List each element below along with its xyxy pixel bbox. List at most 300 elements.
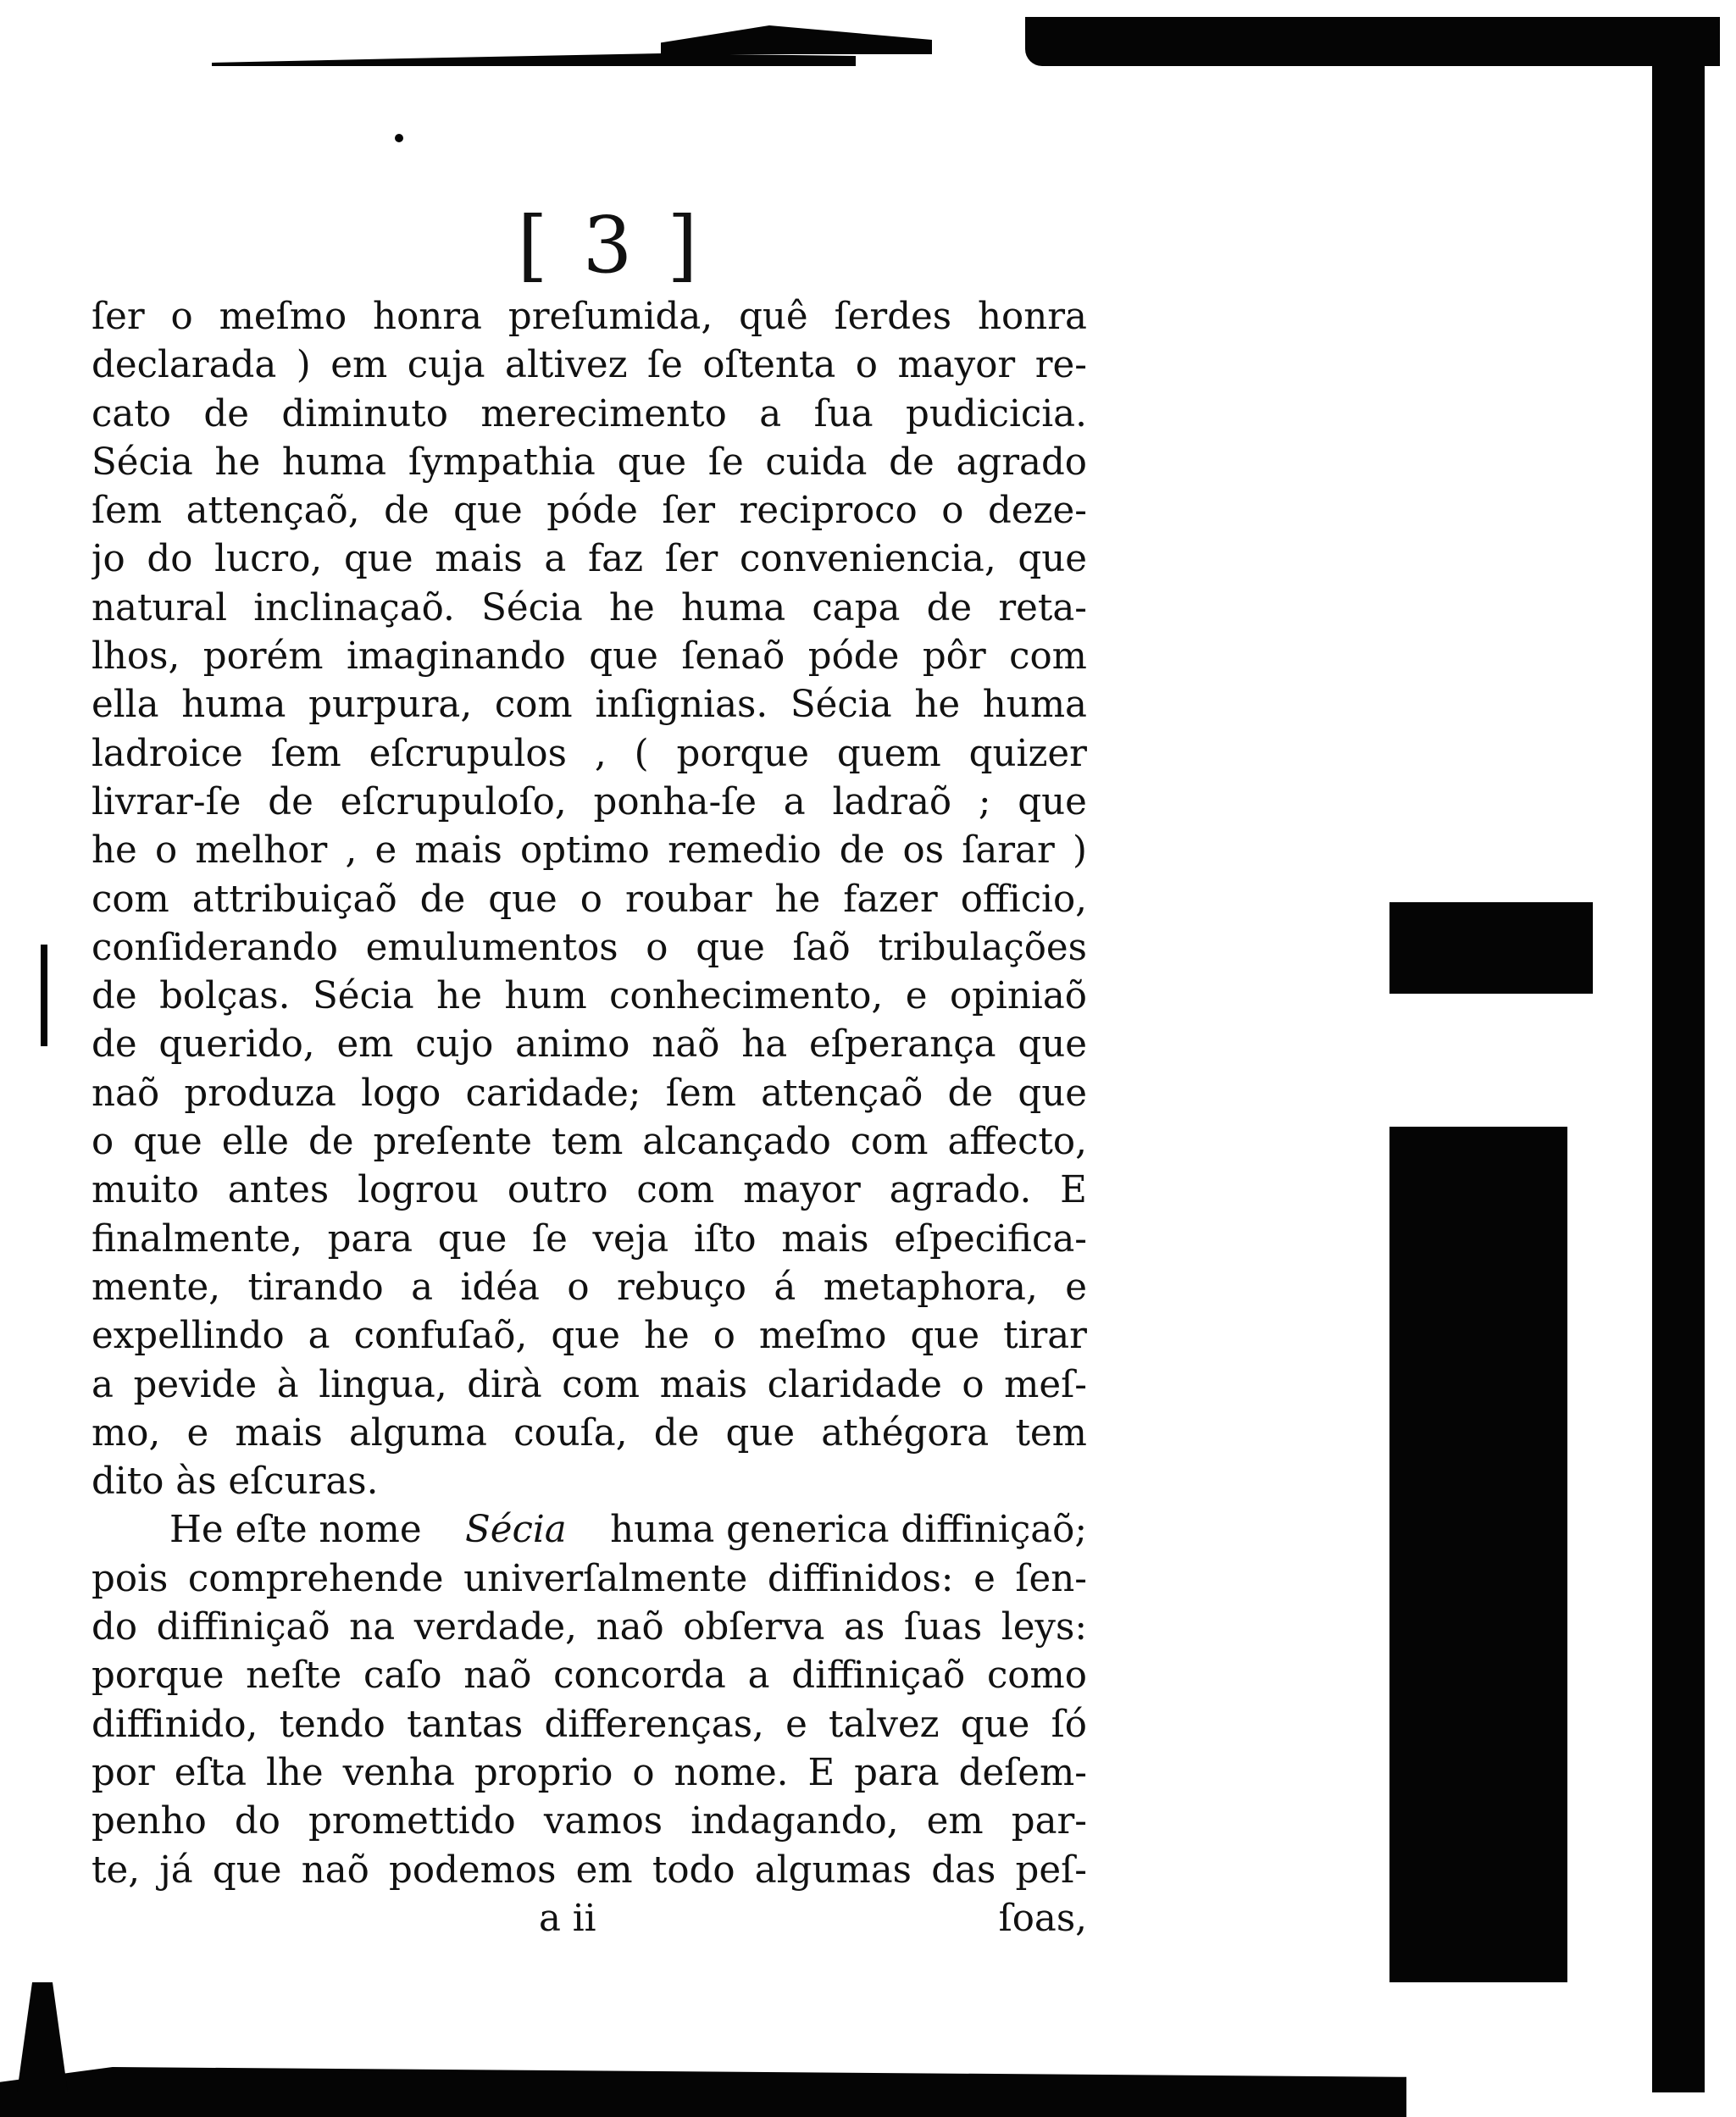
word: em <box>330 344 388 387</box>
word: quem <box>836 732 941 775</box>
word: o <box>713 1315 735 1358</box>
word: já <box>159 1848 193 1892</box>
word: de <box>839 829 885 873</box>
scan-dot <box>395 134 403 142</box>
word: o <box>92 1121 114 1164</box>
word: lingua, <box>319 1363 447 1406</box>
word: animo <box>515 1023 630 1067</box>
word: conhecimento, <box>609 975 884 1018</box>
word: diminuto <box>281 392 448 435</box>
word: honra <box>978 296 1087 338</box>
word: attençaõ <box>761 1072 923 1115</box>
word: univerſalmente <box>463 1557 748 1600</box>
word: em <box>336 1023 394 1067</box>
word: e <box>1065 1266 1087 1309</box>
word: e <box>905 975 928 1018</box>
text-line <box>92 1312 1087 1361</box>
word: de <box>419 878 466 921</box>
word: ; <box>978 780 991 823</box>
word: lhe <box>265 1751 324 1794</box>
word: elle <box>221 1121 289 1164</box>
word: do <box>92 1606 138 1649</box>
text-line <box>92 1264 1087 1312</box>
text-line <box>92 293 1087 341</box>
word: de <box>92 975 137 1018</box>
word: he <box>774 878 821 921</box>
word: diffiniçaõ <box>791 1654 966 1698</box>
word: com <box>636 1169 715 1212</box>
word: e <box>973 1557 996 1600</box>
word: caridade; <box>465 1072 641 1115</box>
word: reta- <box>998 586 1087 629</box>
word: de <box>384 490 430 533</box>
word: logrou <box>358 1169 480 1212</box>
word: mais <box>435 538 523 581</box>
word: alguma <box>349 1411 487 1455</box>
word: mo, <box>92 1411 161 1455</box>
word: natural <box>92 586 228 629</box>
word: E <box>807 1751 835 1794</box>
word: indagando, <box>691 1800 899 1843</box>
word: tirar <box>1003 1315 1087 1358</box>
text-line <box>92 1216 1087 1264</box>
word: idéa <box>460 1266 540 1309</box>
word: ſympathia <box>408 441 596 484</box>
word: tribulações <box>878 926 1087 969</box>
word: que <box>453 490 523 533</box>
word: com <box>850 1121 929 1164</box>
word: caſo <box>363 1654 442 1698</box>
word: de <box>308 1121 354 1164</box>
scan-edge-right-spine <box>1652 34 1705 2092</box>
word: a <box>92 1363 114 1406</box>
word: Sécia <box>92 441 193 484</box>
word: à <box>276 1363 299 1406</box>
word: o <box>941 490 964 533</box>
word: na <box>349 1606 396 1649</box>
word: eſperança <box>809 1023 996 1067</box>
word: a <box>411 1266 434 1309</box>
word: imaginando <box>346 635 566 679</box>
page-number: [ 3 ] <box>517 200 703 291</box>
word: ſe <box>647 344 683 387</box>
word: mais <box>659 1363 748 1406</box>
word: querido, <box>158 1023 315 1067</box>
word: que <box>437 1217 507 1261</box>
word: ſaõ <box>792 926 851 969</box>
word: nome. <box>674 1751 789 1794</box>
text-line <box>92 973 1087 1021</box>
word: e <box>374 829 397 873</box>
word: fazer <box>843 878 938 921</box>
word: diffinidos: <box>767 1557 954 1600</box>
word: póde <box>546 490 638 533</box>
word: antes <box>227 1169 330 1212</box>
word: penho <box>92 1800 207 1843</box>
word: produza <box>184 1072 336 1115</box>
word: que <box>960 1703 1030 1746</box>
word: ſó <box>1051 1703 1087 1746</box>
word: ladroice <box>92 732 243 775</box>
word: o <box>632 1751 655 1794</box>
word: confuſaõ, <box>353 1315 528 1358</box>
word: he <box>643 1315 690 1358</box>
word: emulumentos <box>365 926 618 969</box>
word: podemos <box>389 1848 557 1892</box>
word: que <box>1018 538 1087 581</box>
word: tendo <box>279 1703 385 1746</box>
word: he <box>92 829 137 873</box>
word: ha <box>741 1023 788 1067</box>
word: diffiniçaõ <box>156 1606 330 1649</box>
word: , <box>345 829 358 873</box>
word: he <box>214 441 261 484</box>
text-line <box>92 1118 1087 1167</box>
word: o <box>170 296 193 338</box>
word: quizer <box>968 732 1087 775</box>
word: finalmente, <box>92 1217 302 1261</box>
page-footer <box>92 1895 1087 1943</box>
paragraph-2 <box>92 1555 1087 1895</box>
text-line <box>92 439 1087 487</box>
word: ) <box>296 344 311 387</box>
text-line <box>92 341 1087 390</box>
word: pôr <box>922 635 986 679</box>
word: tem <box>551 1121 624 1164</box>
word: com <box>1009 635 1087 679</box>
word: peſ- <box>1015 1848 1087 1892</box>
word: pevide <box>133 1363 258 1406</box>
text-line <box>92 1604 1087 1652</box>
text-line <box>92 1167 1087 1215</box>
scan-mark-left <box>41 945 47 1046</box>
text-line <box>92 487 1087 535</box>
word: naõ <box>596 1606 664 1649</box>
word: differenças, <box>544 1703 764 1746</box>
paragraph-1 <box>92 293 1087 1458</box>
word: expellindo <box>92 1315 285 1358</box>
word: de <box>92 1023 137 1067</box>
word: optimo <box>520 829 650 873</box>
word: o <box>962 1363 984 1406</box>
word: cuja <box>407 344 485 387</box>
word: metaphora, <box>823 1266 1038 1309</box>
word: ſer <box>662 490 716 533</box>
word: naõ <box>301 1848 369 1892</box>
word: que <box>212 1848 282 1892</box>
word: hum <box>504 975 587 1018</box>
word: o <box>580 878 602 921</box>
word: com <box>494 684 573 727</box>
word: jo <box>92 538 125 581</box>
word: naõ <box>92 1072 160 1115</box>
word: a <box>747 1654 770 1698</box>
word: que <box>1018 780 1087 823</box>
word: altivez <box>505 344 628 387</box>
word: que <box>910 1315 980 1358</box>
word: do <box>234 1800 280 1843</box>
word: cujo <box>415 1023 494 1067</box>
word: de <box>268 780 313 823</box>
text-line <box>92 585 1087 633</box>
word: a <box>783 780 806 823</box>
text-line <box>92 1652 1087 1700</box>
word: deſem- <box>958 1751 1087 1794</box>
word: para <box>854 1751 940 1794</box>
word: o <box>646 926 668 969</box>
word: a <box>544 538 567 581</box>
word: meſmo <box>758 1315 887 1358</box>
text-line <box>92 1506 1087 1554</box>
word: porque <box>92 1654 225 1698</box>
word: a <box>759 392 782 435</box>
word: remedio <box>668 829 822 873</box>
word: ſua <box>813 392 874 435</box>
word: neſte <box>246 1654 342 1698</box>
word: affecto, <box>947 1121 1087 1164</box>
word: attençaõ, <box>186 490 360 533</box>
word: quê <box>739 296 808 338</box>
word: que <box>589 635 658 679</box>
word: lhos, <box>92 635 180 679</box>
paragraph-2-opening: He eſte nome <box>169 1509 422 1552</box>
word: Sécia <box>481 586 583 629</box>
word: ſem <box>665 1072 736 1115</box>
word: preſumida, <box>507 296 713 338</box>
word: athégora <box>821 1411 990 1455</box>
word: roubar <box>624 878 752 921</box>
text-line <box>92 633 1087 681</box>
word: ladraõ <box>832 780 952 823</box>
word: iſto <box>693 1217 757 1261</box>
last-line-paragraph-1: dito às eſcuras. <box>92 1460 379 1504</box>
word: attribuiçaõ <box>191 878 397 921</box>
text-line <box>92 924 1087 973</box>
word: meſ- <box>1004 1363 1087 1406</box>
word: que <box>696 926 765 969</box>
word: logo <box>361 1072 441 1115</box>
word: mayor <box>743 1169 861 1212</box>
word: ſe <box>707 441 744 484</box>
word: he <box>914 684 961 727</box>
word: honra <box>373 296 482 338</box>
word: que <box>488 878 557 921</box>
word: ſarar <box>962 829 1055 873</box>
word: alcançado <box>642 1121 831 1164</box>
word: tirando <box>247 1266 384 1309</box>
word: com <box>562 1363 641 1406</box>
text-line <box>92 730 1087 779</box>
word: he <box>609 586 655 629</box>
word: conſiderando <box>92 926 338 969</box>
word: como <box>986 1654 1087 1698</box>
word: lucro, <box>214 538 323 581</box>
word: ( <box>634 732 649 775</box>
word: que <box>1018 1023 1087 1067</box>
word: com <box>92 878 169 921</box>
word: talvez <box>829 1703 940 1746</box>
word: todo <box>652 1848 735 1892</box>
word: livrar-ſe <box>92 780 241 823</box>
word: inſignias. <box>595 684 768 727</box>
paragraph-2-opening-rest: huma generica diffiniçaõ; <box>610 1509 1087 1552</box>
text-line <box>92 681 1087 729</box>
text-line <box>92 827 1087 875</box>
word: as <box>844 1606 885 1649</box>
catchword: ſoas, <box>998 1897 1087 1940</box>
word: diffinido, <box>92 1703 258 1746</box>
word: opiniaõ <box>949 975 1087 1018</box>
word: oſtenta <box>702 344 836 387</box>
text-line <box>92 1021 1087 1069</box>
word: merecimento <box>480 392 727 435</box>
text-line <box>92 1555 1087 1604</box>
word: ) <box>1072 829 1087 873</box>
word: cuida <box>765 441 868 484</box>
word: rebuço <box>617 1266 746 1309</box>
word: e <box>785 1703 807 1746</box>
text-line <box>92 391 1087 439</box>
word: pudicicia. <box>906 392 1087 435</box>
word: Sécia <box>312 975 414 1018</box>
word: de <box>947 1072 994 1115</box>
word: capa <box>812 586 901 629</box>
scan-edge-bottom-left <box>17 1982 68 2092</box>
word: outro <box>507 1169 608 1212</box>
word: ſem <box>270 732 341 775</box>
word: ſer <box>92 296 145 338</box>
word: em <box>926 1800 984 1843</box>
word: ſen- <box>1015 1557 1087 1600</box>
word: veja <box>592 1217 669 1261</box>
word: de <box>889 441 935 484</box>
word: par- <box>1011 1800 1087 1843</box>
word: ponha-ſe <box>593 780 757 823</box>
word: obſerva <box>683 1606 825 1649</box>
word: de <box>653 1411 700 1455</box>
word: verdade, <box>413 1606 577 1649</box>
word: preſente <box>373 1121 532 1164</box>
word: cato <box>92 392 171 435</box>
word: faz <box>588 538 643 581</box>
word: declarada <box>92 344 277 387</box>
word: ſem <box>92 490 163 533</box>
word: conveniencia, <box>740 538 996 581</box>
word: que <box>725 1411 796 1455</box>
text-line <box>92 1361 1087 1410</box>
word: mayor <box>897 344 1016 387</box>
word: póde <box>807 635 900 679</box>
word: inclinaçaõ. <box>253 586 455 629</box>
scan-edge-bottom <box>0 2067 1406 2117</box>
word: venha <box>342 1751 455 1794</box>
word: agrado. <box>889 1169 1032 1212</box>
word: eſta <box>174 1751 247 1794</box>
text-line <box>92 876 1087 924</box>
word: eſcrupulos <box>369 732 567 775</box>
word: mente, <box>92 1266 221 1309</box>
word: á <box>774 1266 796 1309</box>
word: a <box>308 1315 330 1358</box>
word: leys: <box>1001 1606 1087 1649</box>
word: huma <box>982 684 1087 727</box>
word: que <box>1018 1072 1087 1115</box>
word: que <box>133 1121 202 1164</box>
text-line <box>92 1701 1087 1749</box>
word: mais <box>781 1217 869 1261</box>
word: ſenaõ <box>681 635 785 679</box>
word: o <box>855 344 878 387</box>
word: mais <box>414 829 502 873</box>
word: promettido <box>308 1800 516 1843</box>
word: que <box>551 1315 620 1358</box>
word: os <box>902 829 945 873</box>
word: eſcrupuloſo, <box>340 780 567 823</box>
word: eſpecifica- <box>894 1217 1087 1261</box>
word: huma <box>281 441 387 484</box>
word: ſe <box>531 1217 568 1261</box>
word: meſmo <box>219 296 347 338</box>
word: o <box>567 1266 590 1309</box>
scan-edge-top-middle <box>661 25 932 54</box>
word: de <box>926 586 973 629</box>
word: o <box>154 829 178 873</box>
text-line <box>92 779 1087 827</box>
word: algumas <box>754 1848 912 1892</box>
word: dirà <box>467 1363 542 1406</box>
scan-blot-upper <box>1389 902 1593 994</box>
word: agrado <box>956 441 1087 484</box>
text-line <box>92 535 1087 584</box>
word: porém <box>202 635 324 679</box>
text-line <box>92 1798 1087 1846</box>
word: naõ <box>652 1023 720 1067</box>
signature-mark: a ii <box>539 1897 596 1940</box>
word: ſuas <box>903 1606 983 1649</box>
scan-edge-top-right <box>1025 17 1720 66</box>
word: reciproco <box>739 490 918 533</box>
word: huma <box>181 684 286 727</box>
word: porque <box>676 732 809 775</box>
text-line <box>92 1070 1087 1118</box>
word: pois <box>92 1557 169 1600</box>
word: tem <box>1015 1411 1087 1455</box>
italic-word: Sécia <box>464 1509 567 1552</box>
word: huma <box>680 586 786 629</box>
word: para <box>327 1217 413 1261</box>
word: E <box>1060 1169 1087 1212</box>
word: re- <box>1034 344 1087 387</box>
word: e <box>186 1411 209 1455</box>
word: purpura, <box>308 684 473 727</box>
word: te, <box>92 1848 141 1892</box>
word: officio, <box>960 878 1087 921</box>
word: de <box>203 392 249 435</box>
text-line <box>92 1847 1087 1895</box>
word: tantas <box>407 1703 524 1746</box>
word: que <box>343 538 413 581</box>
word: claridade <box>767 1363 942 1406</box>
word: mais <box>235 1411 323 1455</box>
text-line <box>92 1410 1087 1458</box>
word: proprio <box>474 1751 613 1794</box>
text-line <box>92 1749 1087 1798</box>
word: do <box>147 538 193 581</box>
word: melhor <box>195 829 328 873</box>
word: vamos <box>543 1800 663 1843</box>
word: ella <box>92 684 159 727</box>
word: comprehende <box>187 1557 444 1600</box>
